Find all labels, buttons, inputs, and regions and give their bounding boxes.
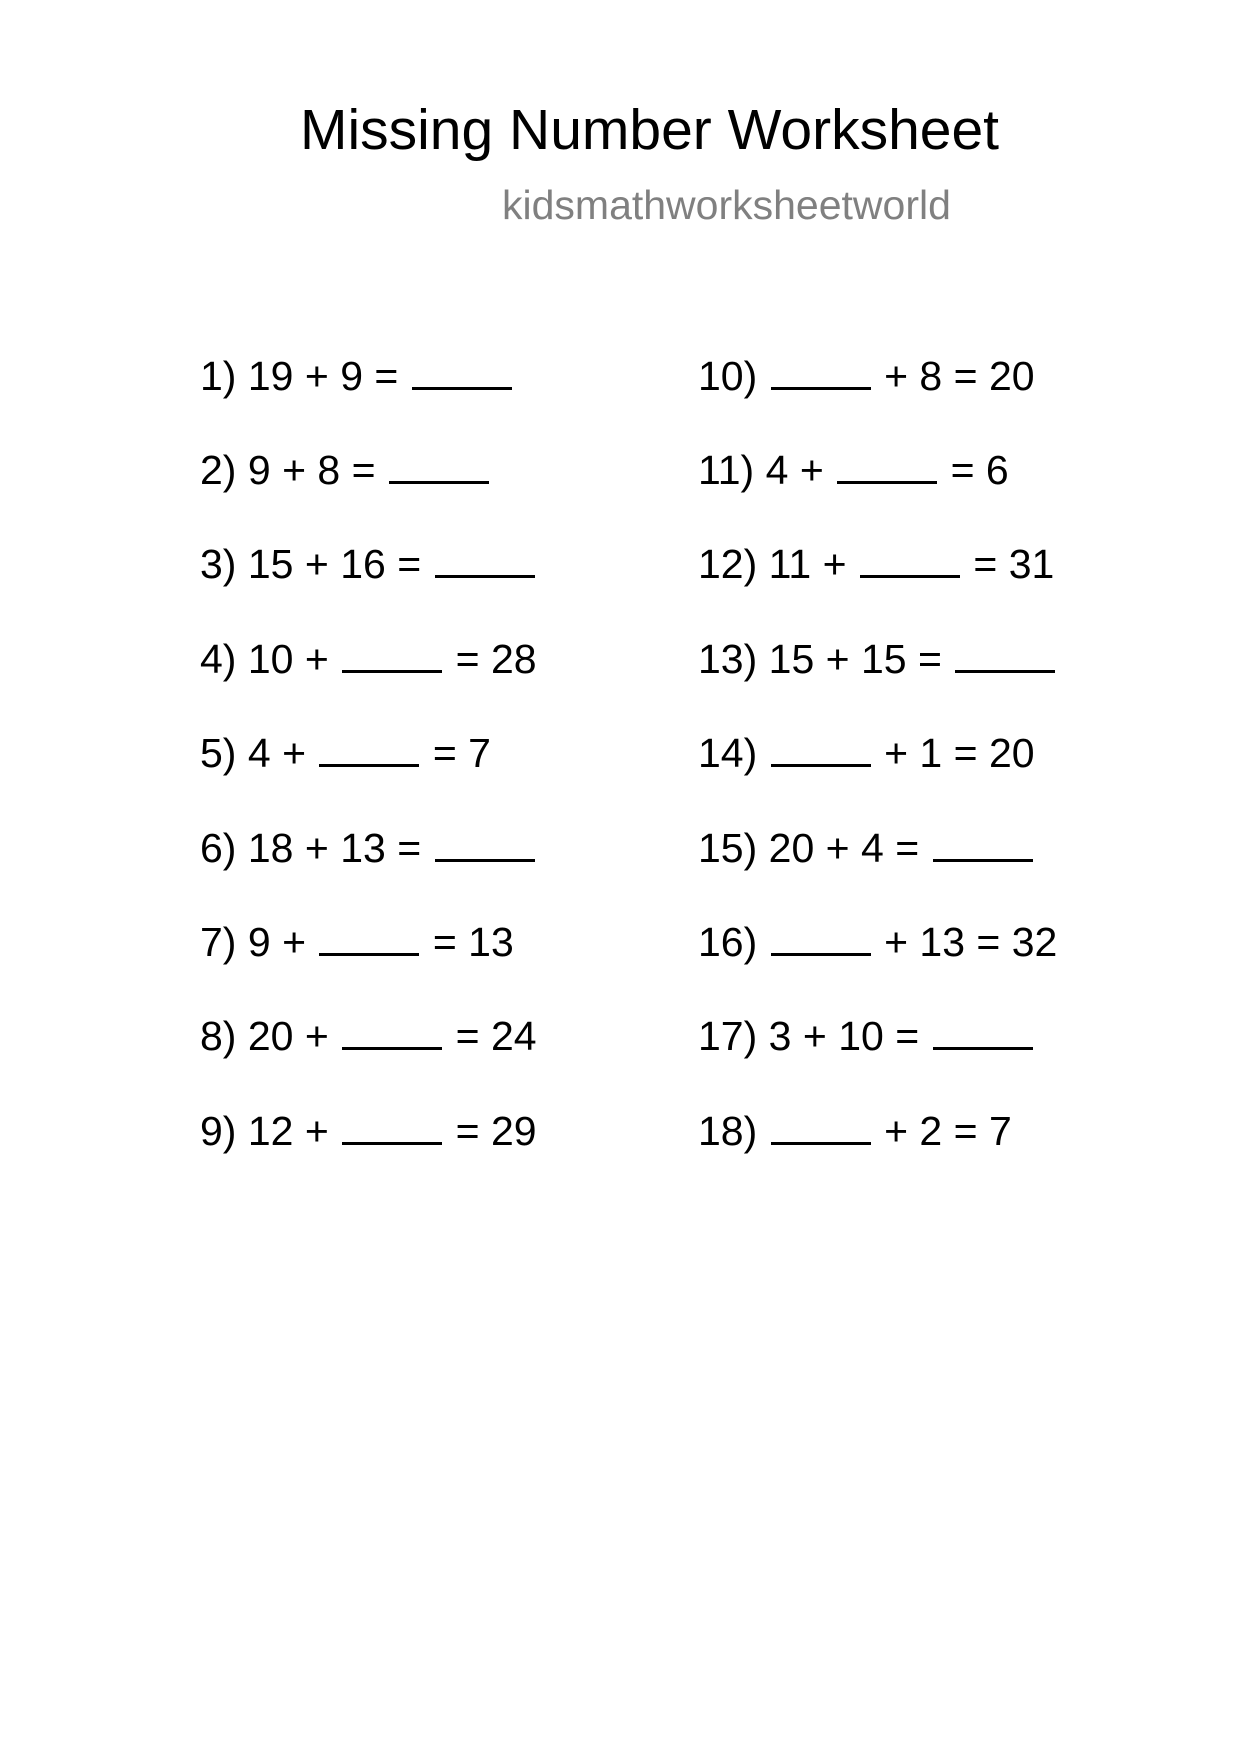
- problem-15: [698, 824, 1035, 872]
- problem-result: = 31: [973, 541, 1055, 587]
- problem-number: 18): [698, 1108, 758, 1154]
- worksheet-source: kidsmathworksheetworld: [502, 182, 951, 228]
- problem-number: 6): [200, 825, 237, 871]
- problem-expression: 10 +: [247, 636, 329, 682]
- answer-blank[interactable]: [771, 1112, 871, 1145]
- worksheet-title: Missing Number Worksheet: [300, 98, 1000, 162]
- problem-result: = 6: [950, 447, 1009, 493]
- problem-result: + 1 = 20: [884, 730, 1035, 776]
- problem-expression: 9 + 8 =: [247, 447, 376, 493]
- problem-expression: 19 + 9 =: [247, 353, 399, 399]
- problem-number: 14): [698, 730, 758, 776]
- answer-blank[interactable]: [389, 451, 489, 484]
- answer-blank[interactable]: [435, 829, 535, 862]
- problem-result: + 13 = 32: [884, 919, 1058, 965]
- problem-result: + 8 = 20: [884, 353, 1035, 399]
- problem-1: [200, 352, 514, 400]
- problem-3: [200, 540, 537, 588]
- problem-10: [698, 352, 1035, 400]
- answer-blank[interactable]: [933, 829, 1033, 862]
- problem-number: 1): [200, 353, 237, 399]
- problem-number: 11): [698, 447, 755, 493]
- problem-number: 17): [698, 1013, 758, 1059]
- answer-blank[interactable]: [319, 923, 419, 956]
- problem-number: 13): [698, 636, 758, 682]
- answer-blank[interactable]: [837, 451, 937, 484]
- problem-11: [698, 446, 1009, 494]
- problem-5: [200, 729, 491, 777]
- answer-blank[interactable]: [319, 734, 419, 767]
- problem-number: 8): [200, 1013, 237, 1059]
- answer-blank[interactable]: [435, 545, 535, 578]
- answer-blank[interactable]: [771, 357, 871, 390]
- problem-number: 7): [200, 919, 237, 965]
- problem-expression: 18 + 13 =: [247, 825, 422, 871]
- problem-result: = 29: [455, 1108, 537, 1154]
- problem-number: 5): [200, 730, 237, 776]
- problem-expression: 20 + 4 =: [768, 825, 920, 871]
- problem-18: [698, 1107, 1012, 1155]
- problem-result: = 7: [432, 730, 491, 776]
- problem-expression: 9 +: [247, 919, 307, 965]
- problem-number: 15): [698, 825, 758, 871]
- problem-result: = 24: [455, 1013, 537, 1059]
- problem-expression: 20 +: [247, 1013, 329, 1059]
- problem-2: [200, 446, 491, 494]
- problem-14: [698, 729, 1035, 777]
- answer-blank[interactable]: [955, 640, 1055, 673]
- answer-blank[interactable]: [771, 734, 871, 767]
- answer-blank[interactable]: [342, 640, 442, 673]
- problem-number: 16): [698, 919, 758, 965]
- problem-9: [200, 1107, 537, 1155]
- problem-result: = 13: [432, 919, 514, 965]
- answer-blank[interactable]: [933, 1017, 1033, 1050]
- problem-number: 9): [200, 1108, 237, 1154]
- problem-expression: 15 + 16 =: [247, 541, 422, 587]
- answer-blank[interactable]: [342, 1112, 442, 1145]
- answer-blank[interactable]: [342, 1017, 442, 1050]
- problem-17: [698, 1012, 1035, 1060]
- problem-13: [698, 635, 1057, 683]
- problem-4: [200, 635, 537, 683]
- problem-number: 4): [200, 636, 237, 682]
- problem-result: + 2 = 7: [884, 1108, 1012, 1154]
- problem-12: [698, 540, 1054, 588]
- problem-number: 10): [698, 353, 758, 399]
- answer-blank[interactable]: [412, 357, 512, 390]
- problem-8: [200, 1012, 537, 1060]
- problem-expression: 4 +: [765, 447, 824, 493]
- problem-number: 2): [200, 447, 237, 493]
- problem-16: [698, 918, 1057, 966]
- problem-expression: 4 +: [247, 730, 307, 776]
- problem-expression: 3 + 10 =: [768, 1013, 920, 1059]
- problem-expression: 12 +: [247, 1108, 329, 1154]
- answer-blank[interactable]: [860, 545, 960, 578]
- problem-number: 12): [698, 541, 758, 587]
- problem-6: [200, 824, 537, 872]
- problem-expression: 11 +: [768, 541, 847, 587]
- problem-7: [200, 918, 514, 966]
- problem-number: 3): [200, 541, 237, 587]
- problem-result: = 28: [455, 636, 537, 682]
- problem-expression: 15 + 15 =: [768, 636, 942, 682]
- answer-blank[interactable]: [771, 923, 871, 956]
